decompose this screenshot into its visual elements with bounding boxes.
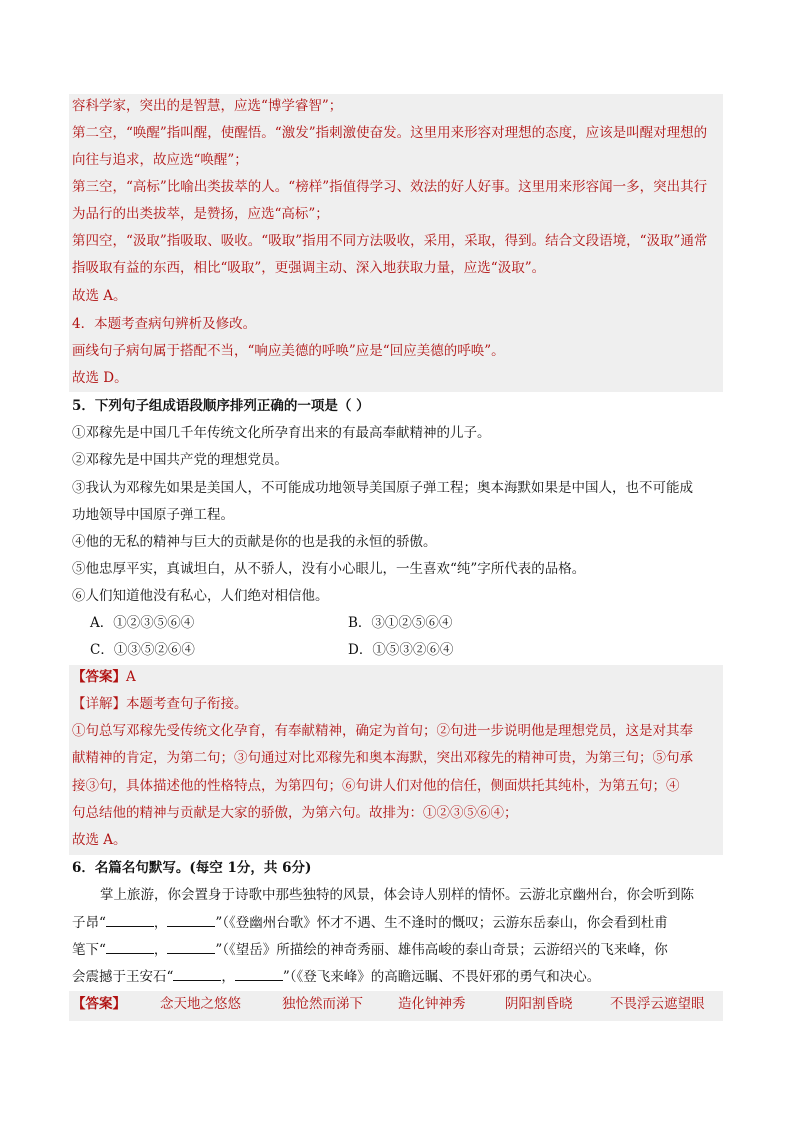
q5-detail: 句总结他的精神与贡献是大家的骄傲，为第六句。故排为：①②③⑤⑥④； xyxy=(72,805,518,821)
q5-option-c[interactable]: C．①③⑤②⑥④ xyxy=(90,642,195,658)
q4-explanation: 画线句子病句属于搭配不当，“响应美德的呼唤”应是“回应美德的呼唤”。 xyxy=(72,343,505,359)
q6-text: ”（《登飞来峰》的高瞻远瞩、不畏奸邪的勇气和决心。 xyxy=(282,969,601,985)
q6-text: 子昂“ xyxy=(72,915,106,931)
answer-value: A xyxy=(126,669,136,685)
blank-field[interactable] xyxy=(173,966,221,981)
explanation-line: 第二空，“唤醒”指叫醒，使醒悟。“激发”指刺激使奋发。这里用来形容对理想的态度，应该是叫醒对理想的 xyxy=(72,125,708,141)
q6-answer-item: 阴阳割昏晓 xyxy=(505,996,573,1012)
q5-sentence: ②邓稼先是中国共产党的理想党员。 xyxy=(72,452,288,468)
blank-field[interactable] xyxy=(235,966,283,981)
q6-answer-item: 独怆然而涕下 xyxy=(282,996,363,1012)
blank-field[interactable] xyxy=(167,939,215,954)
q5-sentence: ③我认为邓稼先如果是美国人，不可能成功地领导美国原子弹工程；奥本海默如果是中国人，也不可能成 xyxy=(72,480,693,496)
q6-answer-item: 念天地之悠悠 xyxy=(160,996,241,1012)
q5-sentence: ④他的无私的精神与巨大的贡献是你的也是我的永恒的骄傲。 xyxy=(72,534,437,550)
q5-option-a[interactable]: A．①②③⑤⑥④ xyxy=(90,615,195,631)
q5-conclusion: 故选 A。 xyxy=(72,832,127,848)
q6-answer-item: 造化钟神秀 xyxy=(398,996,466,1012)
answer-tag: 【答案】 xyxy=(72,669,126,685)
q6-text: ”（《望岳》所描绘的神奇秀丽、雄伟高峻的泰山奇景；云游绍兴的飞来峰，你 xyxy=(215,942,668,958)
explanation-line: 容科学家，突出的是智慧，应选“博学睿智”； xyxy=(72,98,343,114)
blank-field[interactable] xyxy=(106,912,154,927)
q6-text: ， xyxy=(153,942,168,958)
explanation-line: 向往与追求，故应选“唤醒”； xyxy=(72,152,248,168)
q5-option-d[interactable]: D．①⑤③②⑥④ xyxy=(348,642,454,658)
blank-field[interactable] xyxy=(167,912,215,927)
q6-paragraph xyxy=(72,912,668,933)
q5-sentence: 功地领导中国原子弹工程。 xyxy=(72,507,234,523)
explanation-line: 为品行的出类拔萃，是赞扬，应选“高标”； xyxy=(72,206,329,222)
q6-title: 6．名篇名句默写。(每空 1分，共 6分) xyxy=(72,860,312,876)
explanation-line: 指吸取有益的东西，相比“吸取”，更强调主动、深入地获取力量，应选“汲取”。 xyxy=(72,260,546,276)
q6-answer-tag: 【答案】 xyxy=(72,996,126,1012)
q5-detail: 【详解】本题考查句子衔接。 xyxy=(72,696,248,712)
blank-field[interactable] xyxy=(106,939,154,954)
q6-paragraph xyxy=(72,939,668,960)
q5-detail: 献精神的肯定，为第二句；③句通过对比邓稼先和奥本海默，突出邓稼先的精神可贵，为第三句；⑤句承 xyxy=(72,750,693,766)
q6-text: 笔下“ xyxy=(72,942,106,958)
q5-detail: 接③句，具体描述他的性格特点，为第四句；⑥句讲人们对他的信任，侧面烘托其纯朴，为第五句；④ xyxy=(72,778,680,794)
q4-conclusion: 故选 D。 xyxy=(72,370,128,386)
q5-sentence: ⑤他忠厚平实，真诚坦白，从不骄人，没有小心眼儿，一生喜欢“纯”字所代表的品格。 xyxy=(72,561,586,577)
q5-detail: ①句总写邓稼先受传统文化孕育，有奉献精神，确定为首句；②句进一步说明他是理想党员，这是对其奉 xyxy=(72,723,693,739)
q6-text: 会震撼于王安石“ xyxy=(72,969,174,985)
q4-topic: 4．本题考查病句辨析及修改。 xyxy=(72,316,257,332)
q5-title: 5．下列句子组成语段顺序排列正确的一项是（ ） xyxy=(72,398,370,414)
explanation-line: 第四空，“汲取”指吸取、吸收。“吸取”指用不同方法吸收，采用，采取，得到。结合文段语境，“汲取”通常 xyxy=(72,233,708,249)
q6-answer-item: 不畏浮云遮望眼 xyxy=(610,996,705,1012)
q5-sentence: ①邓稼先是中国几千年传统文化所孕育出来的有最高奉献精神的儿子。 xyxy=(72,425,491,441)
explanation-line: 第三空，“高标”比喻出类拔萃的人。“榜样”指值得学习、效法的好人好事。这里用来形容闻一多，突出其行 xyxy=(72,179,708,195)
q6-paragraph: 掌上旅游，你会置身于诗歌中那些独特的风景，体会诗人别样的情怀。云游北京幽州台，你会听到陈 xyxy=(100,887,694,903)
q6-text: ， xyxy=(153,915,168,931)
q6-text: ”（《登幽州台歌》怀才不遇、生不逢时的慨叹；云游东岳泰山，你会看到杜甫 xyxy=(215,915,668,931)
q5-answer xyxy=(72,667,136,687)
q6-text: ， xyxy=(221,969,235,985)
q6-paragraph xyxy=(72,966,600,987)
explanation-conclusion: 故选 A。 xyxy=(72,288,127,304)
q5-sentence: ⑥人们知道他没有私心，人们绝对相信他。 xyxy=(72,588,329,604)
q5-option-b[interactable]: B．③①②⑤⑥④ xyxy=(348,615,453,631)
